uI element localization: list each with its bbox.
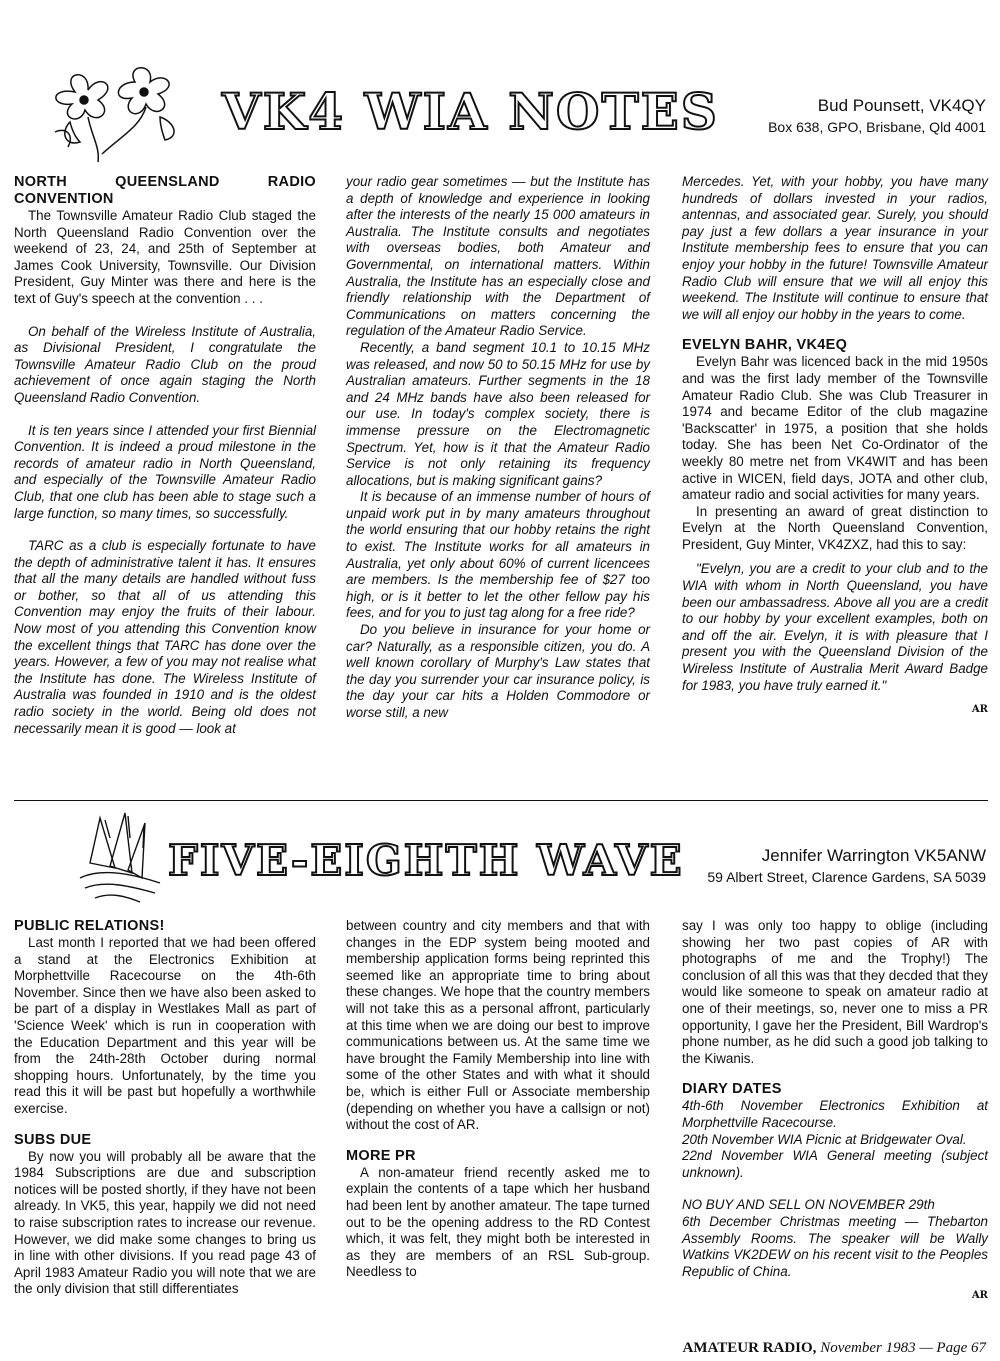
section-heading: DIARY DATES bbox=[682, 1081, 782, 1098]
section-heading: SUBS DUE bbox=[14, 1131, 92, 1148]
paragraph: your radio gear sometimes — but the Institute has a depth of knowledge and experience in looking after the interests of the nearly 15 000 amateurs in Australia. The Institute consults and negotiates with overseas bodies, both Amateur and Governmental, on international matters. Within Australia, the Institute has an especially close and friendly relationship with the Department of Communications on matters concerning the regulation of the Amateur Radio Service. bbox=[346, 174, 650, 339]
paragraph: Do you believe in insurance for your home or car? Naturally, as a responsible citizen, you do. A well known corollary of Murphy's Law states that the day you surrender your car insurance policy, is the day your car hits a Holden Commodore or worse still, a new bbox=[346, 622, 650, 720]
section2-title: FIVE-EIGHTH WAVE bbox=[168, 836, 684, 885]
section-divider bbox=[14, 800, 988, 801]
paragraph: By now you will probably all be aware that the 1984 Subscriptions are due and subscription notices will be posted shortly, if they have not been already. In VK5, this year, happily we did not need to raise subscription rates to increase our revenue. However, we did make some changes to bring us in line with other divisions. If you read page 43 of April 1983 Amateur Radio you will note that we are the only division that still differentiates bbox=[14, 1148, 316, 1297]
paragraph: On behalf of the Wireless Institute of Australia, as Divisional President, I congratulate the Townsville Amateur Radio Club on the proud achievement of once again staging the North Queensland Radio Convention. bbox=[14, 323, 316, 405]
flower-icon bbox=[40, 62, 200, 167]
section2-author: Jennifer Warrington VK5ANW bbox=[761, 846, 986, 865]
section-heading: EVELYN BAHR, VK4EQ bbox=[682, 337, 848, 354]
section1-author: Bud Pounsett, VK4QY bbox=[817, 96, 986, 115]
section2-byline bbox=[707, 846, 986, 885]
footer-magazine: AMATEUR RADIO, bbox=[682, 1340, 817, 1356]
section-heading: MORE PR bbox=[346, 1147, 416, 1164]
paragraph: A non-amateur friend recently asked me to explain the contents of a tape which her husband had been lent by another amateur. The tape turned out to be the opening address to the RD Contest which, it was felt, they might both be interested in as they are members of an RSL Sub-group. Needless to bbox=[346, 1164, 650, 1280]
diary-entry: 6th December Christmas meeting — Thebarton Assembly Rooms. The speaker will be Wally Watkins VK2DEW on his recent visit to the Peoples Republic of China. bbox=[682, 1213, 988, 1279]
end-mark: AR bbox=[971, 704, 988, 716]
section1-byline bbox=[768, 96, 986, 135]
section-heading: PUBLIC RELATIONS! bbox=[14, 918, 165, 934]
paragraph: Recently, a band segment 10.1 to 10.15 MHz was released, and now 50 to 50.15 MHz for use by Australian amateurs. Further segments in the 18 and 24 MHz bands have also been released for our use. In today's complex society, there is immense pressure on the Electromagnetic Spectrum. Yet, how is it that the Amateur Radio Service is not only retaining its frequency allocations, but is making significant gains? bbox=[346, 339, 650, 488]
section2-column-2 bbox=[346, 918, 650, 1281]
diary-entry: 20th November WIA Picnic at Bridgewater Oval. bbox=[682, 1131, 967, 1147]
flower-illustration bbox=[40, 62, 200, 167]
paragraph: In presenting an award of great distinction to Evelyn at the North Queensland Convention, President, Guy Minter, VK4ZXZ, had this to say: bbox=[682, 503, 988, 552]
page-footer bbox=[683, 1340, 986, 1357]
diary-entry: 4th-6th November Electronics Exhibition at Morphettville Racecourse. bbox=[682, 1098, 988, 1130]
paragraph: between country and city members and that with changes in the EDP system being mooted and membership application forms being reprinted this seemed like an appropriate time to bring about these changes. We hope that the country members will not take this as a personal affront, particularly at this time when we are doing our best to improve communications between us. At the same time we have brought the Family Membership into line with some of the other States and with what it should be, which is either Full or Associate membership (depending on whether you have a callsign or not) without the cost of AR. bbox=[346, 918, 650, 1133]
diary-entry: NO BUY AND SELL ON NOVEMBER 29th bbox=[682, 1197, 935, 1213]
section-heading: NORTH QUEENSLAND RADIO CONVENTION bbox=[14, 174, 316, 207]
sailboard-illustration bbox=[70, 808, 165, 908]
wave-drawing-icon bbox=[70, 808, 165, 908]
section2-address: 59 Albert Street, Clarence Gardens, SA 5039 bbox=[707, 869, 986, 885]
paragraph: Evelyn Bahr was licenced back in the mid 1950s and was the first lady member of the Townsville Amateur Radio Club. She was Club Treasurer in 1974 and became Editor of the club magazine 'Backscatter' in 1975, a position that she holds today. She has been Net Co-Ordinator of the weekly 80 metre net from VK4WIT and has been active in WICEN, field days, JOTA and other club, amateur radio and social activities for many years. bbox=[682, 354, 988, 503]
section1-address: Box 638, GPO, Brisbane, Qld 4001 bbox=[768, 119, 986, 135]
paragraph: Last month I reported that we had been offered a stand at the Electronics Exhibition at Morphettville Racecourse on the 4th-6th November. Since then we have also been asked to be part of a display in Westlakes Mall as part of 'Science Week' which is run in cooperation with the Education Department and this year will be from the 24th-28th October during normal shopping hours. Unfortunately, by the time you read this it will be past but hopefully a worthwhile exercise. bbox=[14, 935, 316, 1116]
section2-column-3 bbox=[682, 918, 988, 1305]
section1-column-3 bbox=[682, 174, 988, 719]
footer-issue: November 1983 — Page 67 bbox=[820, 1340, 986, 1356]
paragraph: Mercedes. Yet, with your hobby, you have many hundreds of dollars invested in your radios, antennas, and associated gear. Surely, you should pay just a few dollars a year insurance in your Institute membership fees to ensure that you can enjoy your hobby in the future! Townsville Amateur Radio Club will ensure that we will all enjoy this weekend. The Institute will continue to ensure that we will all enjoy our hobby in the years to come. bbox=[682, 174, 988, 322]
paragraph: It is because of an immense number of hours of unpaid work put in by many amateurs throughout the world ensuring that our hobby retains the right to exist. The Institute works for all amateurs in Australia, yet only about 60% of current licencees are members. Is the membership fee of $27 too high, or is it better to let the other fellow pay his fees, and for you to just tag along for a free ride? bbox=[346, 489, 650, 621]
section1-column-1 bbox=[14, 174, 316, 737]
diary-entry: 22nd November WIA General meeting (subject unknown). bbox=[682, 1148, 988, 1180]
paragraph: say I was only too happy to oblige (including showing her two past copies of AR with photographs of me and the Trophy!) The conclusion of all this was that they decded that they would like someone to speak on amateur radio at one of their meetings, so, never one to miss a PR opportunity, I gave her the President, Bill Wardrop's phone number, as he did such a good job talking to the Kiwanis. bbox=[682, 918, 988, 1066]
section1-title: VK4 WIA NOTES bbox=[222, 82, 719, 141]
paragraph: The Townsville Amateur Radio Club staged the North Queensland Radio Convention over the weekend of 23, 24, and 25th of September at James Cook University, Townsville. Our Division President, Guy Minter was there and here is the text of Guy's speech at the convention . . . bbox=[14, 208, 316, 306]
end-mark: AR bbox=[971, 1290, 988, 1302]
paragraph: It is ten years since I attended your first Biennial Convention. It is indeed a proud milestone in the records of amateur radio in North Queensland, and especially of the Townsville Amateur Radio Club, that one club has been able to stage such a large function, so many times, so successfully. bbox=[14, 422, 316, 521]
section1-column-2 bbox=[346, 174, 650, 722]
paragraph: TARC as a club is especially fortunate to have the depth of administrative talent it has. It ensures that all the many details are handled without fuss or bother, so that all of us attending this Convention may enjoy the fruits of their labour. Now most of you attending this Convention know the excellent things that TARC has done over the years. However, a few of you may not realise what the Institute has done. The Wireless Institute of Australia was founded in 1910 and is the oldest radio society in the world. Being old does not necessarily mean it is good — look at bbox=[14, 538, 316, 736]
section2-column-1 bbox=[14, 918, 316, 1298]
quotation: "Evelyn, you are a credit to your club and to the WIA with whom in North Queensland, you have been our ambassadress. Above all you are a credit to our hobby by your excellent examples, both on and off the air. Evelyn, it is with pleasure that I present you with the Queensland Division of the Wireless Institute of Australia Merit Award Badge for 1983, you have truly earned it." bbox=[682, 561, 988, 693]
